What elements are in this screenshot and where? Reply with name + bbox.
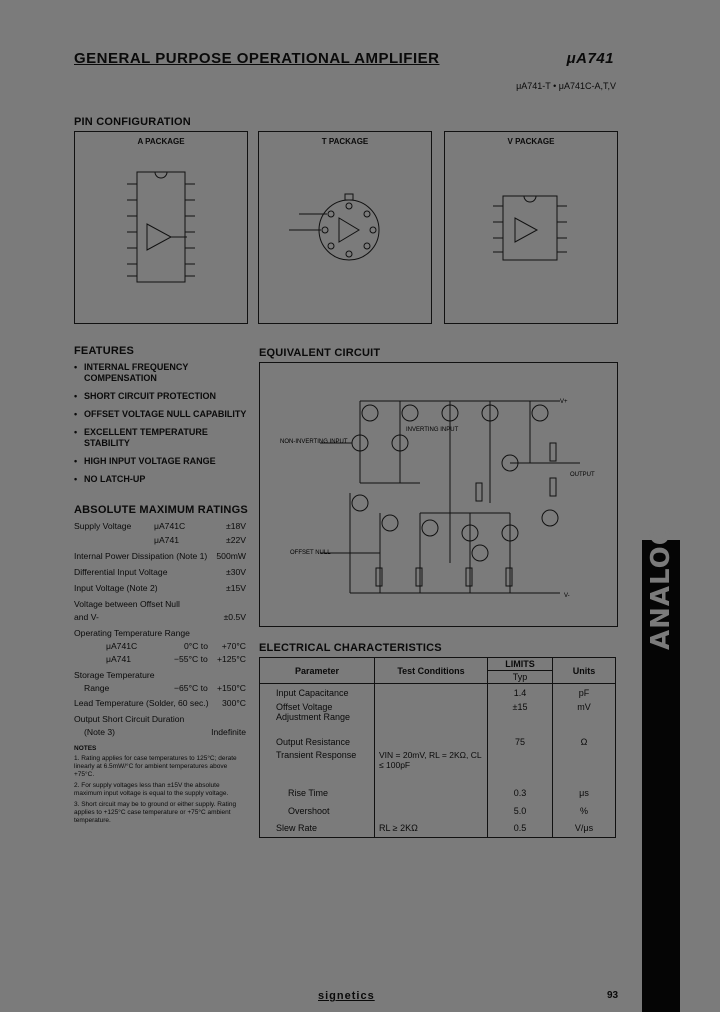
features-heading: FEATURES xyxy=(74,345,135,357)
feature-item: • OFFSET VOLTAGE NULL CAPABILITY xyxy=(84,409,249,420)
rating-row: Voltage between Offset Null xyxy=(74,599,180,609)
vplus-label: V+ xyxy=(560,399,568,405)
side-tab-bar xyxy=(642,654,680,1012)
inv-input-label: INVERTING INPUT xyxy=(406,427,459,433)
table-row: Offset Voltage Adjustment Range ±15 mV xyxy=(260,702,616,734)
vminus-label: V- xyxy=(564,593,570,599)
rating-row: Output Short Circuit Duration xyxy=(74,714,185,724)
equivalent-circuit-heading: EQUIVALENT CIRCUIT xyxy=(259,347,381,359)
feature-item: • HIGH INPUT VOLTAGE RANGE xyxy=(84,456,249,467)
features-list xyxy=(84,362,249,492)
page-number: 93 xyxy=(607,990,619,1001)
table-row: Input Capacitance 1.4 pF xyxy=(260,684,616,702)
rating-row: Internal Power Dissipation (Note 1) 500mW xyxy=(74,551,246,561)
a-package-label: A PACKAGE xyxy=(137,137,185,146)
v-package-box xyxy=(444,131,618,324)
col-typ: Typ xyxy=(488,671,553,684)
ratings-heading: ABSOLUTE MAXIMUM RATINGS xyxy=(74,504,248,516)
v-package-diagram xyxy=(445,132,617,323)
rating-row: Lead Temperature (Solder, 60 sec.) 300°C xyxy=(74,698,246,708)
note-item: 2. For supply voltages less than ±15V the absolute maximum input voltage is equal to the supply voltage. xyxy=(74,782,229,797)
electrical-table xyxy=(259,657,616,838)
v-package-label: V PACKAGE xyxy=(507,137,555,146)
col-units: Units xyxy=(553,658,616,684)
col-test-conditions: Test Conditions xyxy=(375,658,488,684)
ratings-table: Supply Voltage μA741C ±18V μA741 ±22V Internal Power Dissipation (Note 1) 500mW Differential Input Voltage ±30V Input Voltage (Note 2) ±15V Voltage between Offset Null and V- ±0.5V Operating Temperature Range μA741C 0°C to +70°C μA741 −55°C to +125°C Storage Temperature Range −65°C to +150°C Lead Temperature (Solder, 60 sec.) 300°C Output Short Circuit Duration (Note 3) Indefinite xyxy=(74,521,246,737)
rating-row: (Note 3) Indefinite xyxy=(84,727,246,737)
page-title xyxy=(74,50,614,72)
feature-item: • SHORT CIRCUIT PROTECTION xyxy=(84,391,249,402)
section-side-tab xyxy=(642,522,680,654)
brand-logo: signetics xyxy=(318,990,375,1002)
rating-row: μA741 −55°C to +125°C xyxy=(106,654,246,664)
rating-row: Input Voltage (Note 2) ±15V xyxy=(74,583,246,593)
notes-heading: NOTES xyxy=(74,745,97,752)
side-tab-label: ANALOG xyxy=(646,522,676,650)
feature-item: • INTERNAL FREQUENCY COMPENSATION xyxy=(84,362,249,384)
col-parameter: Parameter xyxy=(260,658,375,684)
feature-item: • EXCELLENT TEMPERATURE STABILITY xyxy=(84,427,249,449)
table-row: Output Resistance 75 Ω xyxy=(260,734,616,750)
col-limits: LIMITS xyxy=(488,658,553,671)
output-label: OUTPUT xyxy=(570,472,595,478)
feature-item: • NO LATCH-UP xyxy=(84,474,249,485)
table-row: Slew Rate RL ≥ 2KΩ 0.5 V/μs xyxy=(260,820,616,838)
pin-config-heading: PIN CONFIGURATION xyxy=(74,116,191,128)
rating-row: μA741C 0°C to +70°C xyxy=(106,641,246,651)
title-text: GENERAL PURPOSE OPERATIONAL AMPLIFIER xyxy=(74,50,440,67)
offset-null-label: OFFSET NULL xyxy=(290,550,331,556)
t-package-box xyxy=(258,131,432,324)
rating-row: Differential Input Voltage ±30V xyxy=(74,567,246,577)
note-item: 1. Rating applies for case temperatures to 125°C; derate linearly at 6.5mW/°C for ambient temperatures above +75°C. xyxy=(74,755,237,778)
t-package-diagram xyxy=(259,132,431,323)
rating-row: Range −65°C to +150°C xyxy=(84,683,246,693)
rating-row: Supply Voltage μA741C ±18V xyxy=(74,521,246,531)
equivalent-circuit-box xyxy=(259,362,618,627)
note-item: 3. Short circuit may be to ground or either supply. Rating applies to +125°C case temperature or +75°C ambient temperature. xyxy=(74,801,237,824)
part-variants: μA741-T • μA741C-A,T,V xyxy=(516,81,616,91)
noninv-input-label: NON-INVERTING INPUT xyxy=(280,439,348,445)
rating-row: and V- ±0.5V xyxy=(74,612,246,622)
equivalent-circuit-diagram xyxy=(260,363,617,626)
t-package-label: T PACKAGE xyxy=(321,137,369,146)
table-row: Overshoot 5.0 % xyxy=(260,802,616,820)
notes xyxy=(74,745,246,825)
a-package-box xyxy=(74,131,248,324)
electrical-heading: ELECTRICAL CHARACTERISTICS xyxy=(259,642,442,654)
part-number: μA741 xyxy=(566,50,614,67)
rating-row: Operating Temperature Range xyxy=(74,628,190,638)
rating-row: Storage Temperature xyxy=(74,670,155,680)
a-package-diagram xyxy=(75,132,247,323)
table-row: Rise Time 0.3 μs xyxy=(260,784,616,802)
table-row: Transient Response VIN = 20mV, RL = 2KΩ, CL ≤ 100pF xyxy=(260,750,616,784)
